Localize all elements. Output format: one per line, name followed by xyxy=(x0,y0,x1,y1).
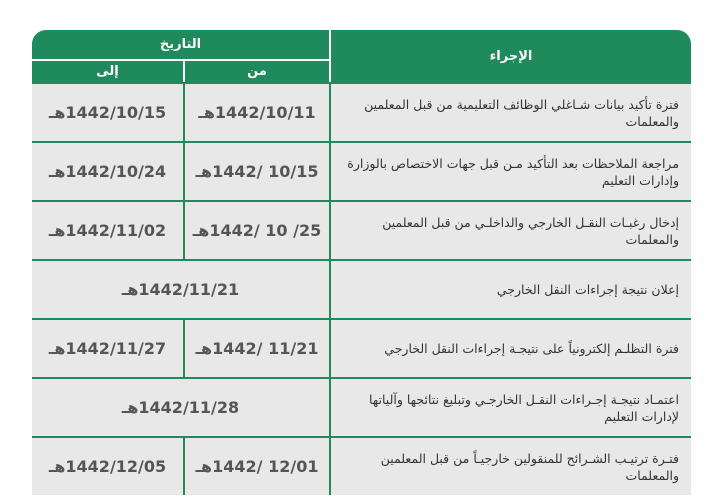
procedure-cell: اعتمـاد نتيجـة إجـراءات النقـل الخارجـي وتبليغ نتائجها وآلياتها لإدارات التعليم xyxy=(329,377,691,436)
table-row xyxy=(32,377,691,436)
header-to: إلى xyxy=(32,61,183,82)
from-date-cell: 10/15 /1442هـ xyxy=(183,141,329,200)
schedule-table-container xyxy=(32,30,691,500)
to-date-cell: 1442/10/24هـ xyxy=(32,141,183,200)
table-row xyxy=(32,259,691,318)
procedure-cell: فترة التظلـم إلكترونياً على نتيجـة إجراءات النقل الخارجي xyxy=(329,318,691,377)
table-row xyxy=(32,82,691,141)
single-date-cell: 1442/11/21هـ xyxy=(32,259,329,318)
from-date-cell: 12/01 /1442هـ xyxy=(183,436,329,495)
to-date-cell: 1442/11/02هـ xyxy=(32,200,183,259)
from-date-cell: 25/ 10 /1442هـ xyxy=(183,200,329,259)
table-row xyxy=(32,436,691,495)
table-row xyxy=(32,318,691,377)
single-date-cell: 1442/11/28هـ xyxy=(32,377,329,436)
procedure-cell: فترة تأكيد بيانات شـاغلي الوظائف التعليمية من قبل المعلمين والمعلمات xyxy=(329,82,691,141)
procedure-cell: فتـرة ترتيـب الشـرائح للمنقولين خارجيـاً من قبل المعلمين والمعلمات xyxy=(329,436,691,495)
table-row xyxy=(32,200,691,259)
header-date: التاريخ xyxy=(32,30,329,61)
to-date-cell: 1442/12/05هـ xyxy=(32,436,183,495)
table-row xyxy=(32,141,691,200)
header-procedure: الإجراء xyxy=(329,30,691,82)
to-date-cell: 1442/10/15هـ xyxy=(32,82,183,141)
procedure-cell: مراجعة الملاحظات بعد التأكيد مـن قبل جهات الاختصاص بالوزارة وإدارات التعليم xyxy=(329,141,691,200)
header-from: من xyxy=(183,61,329,82)
table-header xyxy=(32,30,691,82)
procedure-cell: إدخال رغبـات النقـل الخارجي والداخلـي من قبل المعلمين والمعلمات xyxy=(329,200,691,259)
to-date-cell: 1442/11/27هـ xyxy=(32,318,183,377)
from-date-cell: 11/21 /1442هـ xyxy=(183,318,329,377)
procedure-cell: إعلان نتيجة إجراءات النقل الخارجي xyxy=(329,259,691,318)
schedule-table xyxy=(32,30,691,495)
from-date-cell: 1442/10/11هـ xyxy=(183,82,329,141)
